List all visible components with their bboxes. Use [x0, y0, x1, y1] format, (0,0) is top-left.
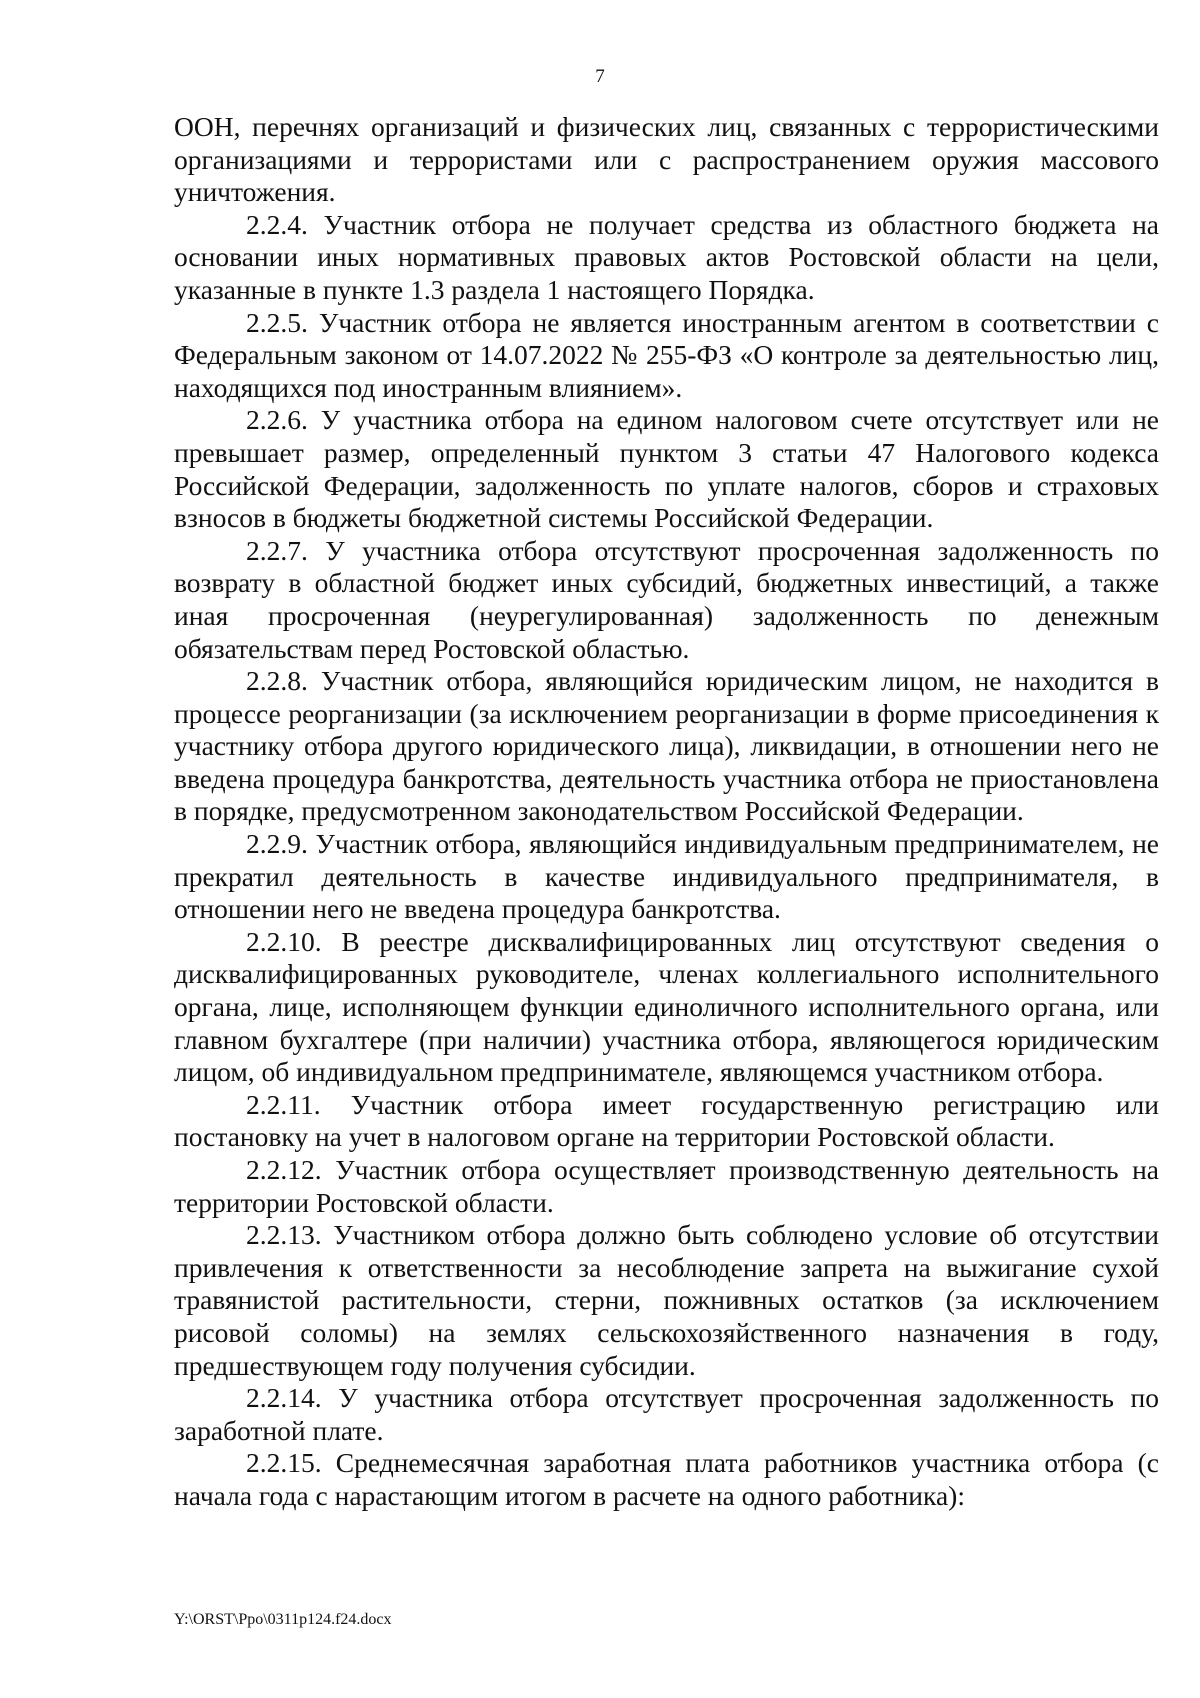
page-number: 7 [595, 66, 605, 87]
paragraph-2-2-8: 2.2.8. Участник отбора, являющийся юридическим лицом, не находится в процессе реорганизации (за исключением реорганизации в форме присоединения к участнику отбора другого юридического лица), ликвидации, в отношении него не введена процедура банкротства, деятельность участника отбора не приостановлена в порядке, предусмотренном законодательством Российской Федерации. [174, 665, 1159, 827]
paragraph-2-2-12: 2.2.12. Участник отбора осуществляет производственную деятельность на территории Ростовской области. [174, 1154, 1159, 1218]
paragraph-2-2-9: 2.2.9. Участник отбора, являющийся индивидуальным предпринимателем, не прекратил деятельность в качестве индивидуального предпринимателя, в отношении него не введена процедура банкротства. [174, 828, 1159, 925]
paragraph-2-2-5: 2.2.5. Участник отбора не является иностранным агентом в соответствии с Федеральным законом от 14.07.2022 № 255-ФЗ «О контроле за деятельностью лиц, находящихся под иностранным влиянием». [174, 306, 1159, 403]
paragraph-2-2-7: 2.2.7. У участника отбора отсутствуют просроченная задолженность по возврату в областной бюджет иных субсидий, бюджетных инвестиций, а также иная просроченная (неурегулированная) задолженность по денежным обязательствам перед Ростовской областью. [174, 534, 1159, 664]
paragraph-2-2-15: 2.2.15. Среднемесячная заработная плата работников участника отбора (с начала года с нарастающим итогом в расчете на одного работника): [174, 1447, 1159, 1511]
file-path-footer: Y:\ORST\Ppo\0311p124.f24.docx [174, 1611, 392, 1628]
paragraph: ООН, перечнях организаций и физических лиц, связанных с террористическими организациями и террористами или с распространением оружия массового уничтожения. [174, 111, 1159, 208]
paragraph-2-2-4: 2.2.4. Участник отбора не получает средства из областного бюджета на основании иных нормативных правовых актов Ростовской области на цели, указанные в пункте 1.3 раздела 1 настоящего Порядка. [174, 208, 1159, 305]
paragraph-2-2-6: 2.2.6. У участника отбора на едином налоговом счете отсутствует или не превышает размер, определенный пунктом 3 статьи 47 Налогового кодекса Российской Федерации, задолженность по уплате налогов, сборов и страховых взносов в бюджеты бюджетной системы Российской Федерации. [174, 404, 1159, 534]
paragraph-2-2-11: 2.2.11. Участник отбора имеет государственную регистрацию или постановку на учет в налоговом органе на территории Ростовской области. [174, 1088, 1159, 1153]
paragraph-2-2-13: 2.2.13. Участником отбора должно быть соблюдено условие об отсутствии привлечения к ответственности за несоблюдение запрета на выжигание сухой травянистой растительности, стерни, пожнивных остатков (за исключением рисовой соломы) на землях сельскохозяйственного назначения в году, предшествующем году получения субсидии. [174, 1219, 1159, 1381]
paragraph-2-2-10: 2.2.10. В реестре дисквалифицированных лиц отсутствуют сведения о дисквалифицированных руководителе, членах коллегиального исполнительного органа, лице, исполняющем функции единоличного исполнительного органа, или главном бухгалтере (при наличии) участника отбора, являющегося юридическим лицом, об индивидуальном предпринимателе, являющемся участником отбора. [174, 925, 1159, 1088]
paragraph-2-2-14: 2.2.14. У участника отбора отсутствует просроченная задолженность по заработной плате. [174, 1382, 1159, 1446]
document-body [174, 111, 1159, 1513]
